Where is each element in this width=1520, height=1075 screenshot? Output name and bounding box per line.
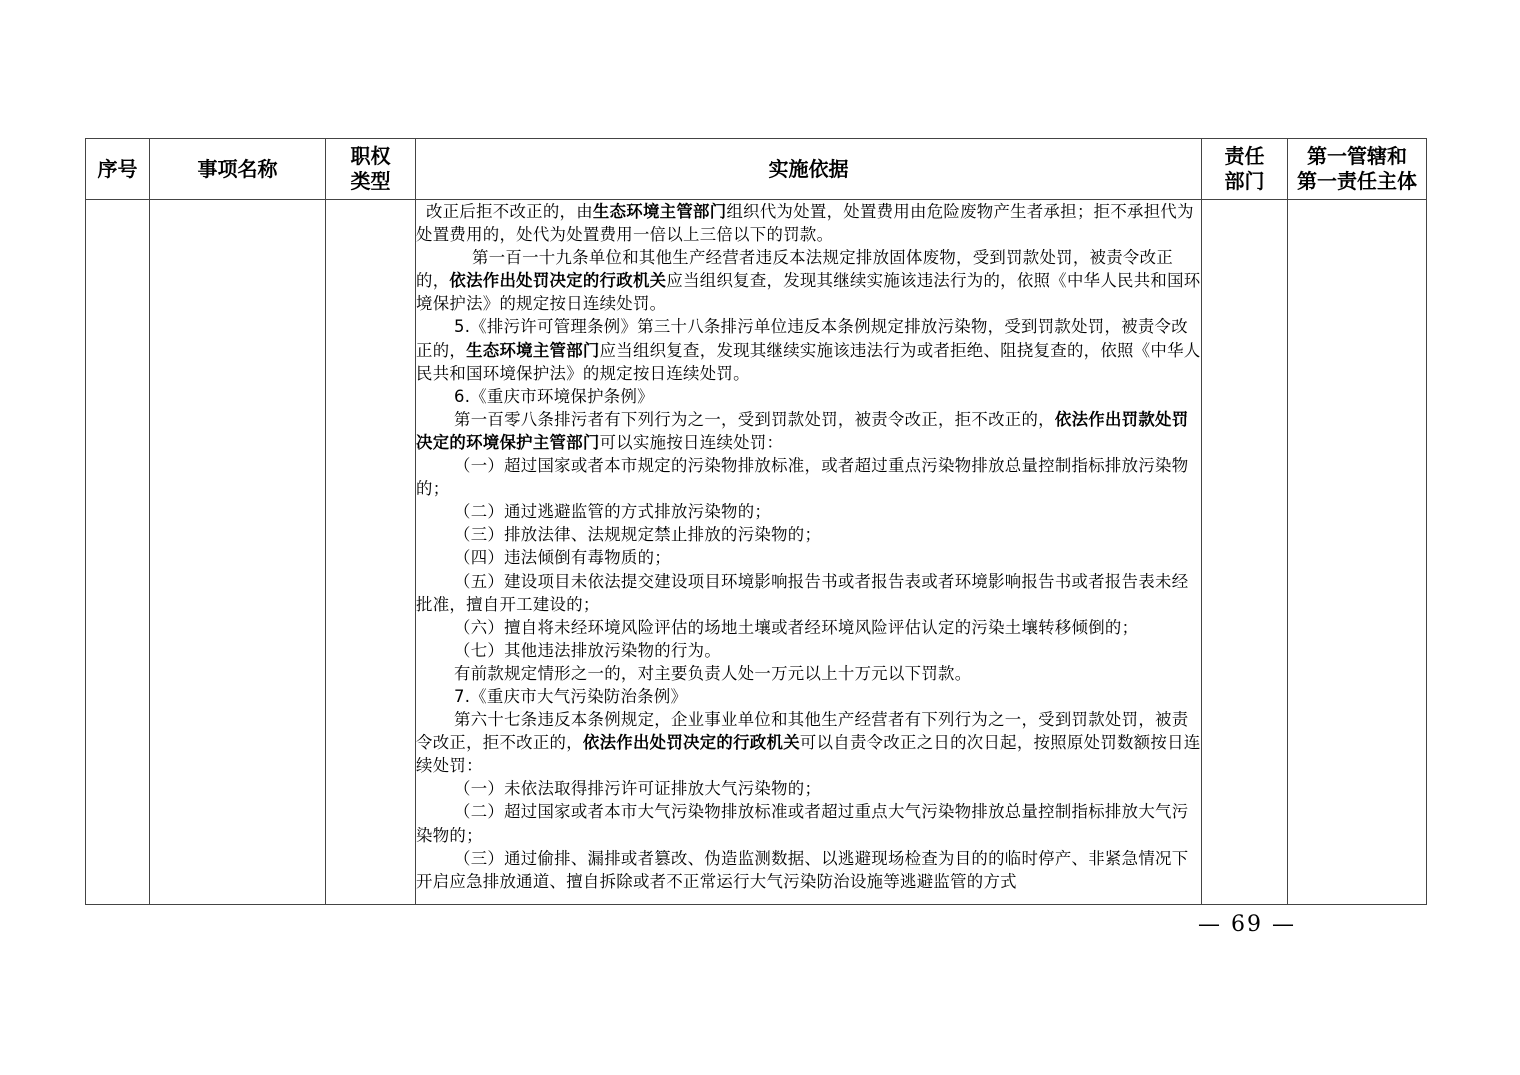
paragraph-text: （七）其他违法排放污染物的行为。 xyxy=(454,640,722,660)
paragraph-text: 改正后拒不改正的，由 xyxy=(426,202,593,221)
paragraph-text: 7.《重庆市大气污染防治条例》 xyxy=(454,686,688,706)
basis-paragraph xyxy=(416,639,1201,662)
header-serial-number: 序号 xyxy=(86,139,150,200)
paragraph-text: 5.《排污许可管理条例》第三十八条排污单位违反本条例规定排放污染物，受到罚款处罚，被责令改正的， xyxy=(416,317,1188,360)
paragraph-text: 应当组织复查，发现其继续实施该违法行为或者拒绝、阻挠复查的，依照《中华人民共和国环境保护法》的规定按日连续处罚。 xyxy=(416,340,1201,383)
table-header-row xyxy=(86,139,1427,200)
basis-paragraph xyxy=(416,616,1201,639)
basis-paragraph xyxy=(416,200,1201,246)
bold-authority-text: 依法作出处罚决定的行政机关 xyxy=(582,733,800,753)
basis-paragraph xyxy=(416,847,1201,893)
bold-authority-text: 依法作出罚款处罚决定的环境保护主管部门 xyxy=(416,409,1189,452)
basis-paragraph xyxy=(416,315,1201,384)
paragraph-text: （六）擅自将未经环境风险评估的场地土壤或者经环境风险评估认定的污染土壤转移倾倒的； xyxy=(454,617,1139,637)
basis-paragraph xyxy=(416,408,1201,454)
basis-paragraph xyxy=(416,708,1201,777)
paragraph-text: 组织代为处置，处置费用由危险废物产生者承担；拒不承担代为处置费用的，处代为处置费用一倍以上三倍以下的罚款。 xyxy=(416,202,1194,245)
paragraph-text: 6.《重庆市环境保护条例》 xyxy=(454,386,654,406)
page-number: — 69 — xyxy=(1198,912,1296,937)
header-responsible-dept-line2: 部门 xyxy=(1224,169,1265,193)
paragraph-text: （三）排放法律、法规规定禁止排放的污染物的； xyxy=(454,525,822,545)
paragraph-text: 应当组织复查，发现其继续实施该违法行为的，依照《中华人民共和国环境保护法》的规定按日连续处罚。 xyxy=(416,271,1201,314)
basis-paragraph xyxy=(416,685,1201,708)
basis-paragraph xyxy=(416,800,1201,846)
basis-paragraph xyxy=(416,570,1201,616)
basis-paragraph xyxy=(416,246,1201,315)
basis-paragraph xyxy=(416,777,1201,800)
bold-authority-text: 生态环境主管部门 xyxy=(466,340,600,360)
regulation-table xyxy=(85,138,1427,905)
header-first-jurisdiction-line1: 第一管辖和 xyxy=(1307,144,1407,168)
cell-implementation-basis xyxy=(416,200,1202,905)
table-row xyxy=(86,200,1427,905)
header-authority-type-line1: 职权 xyxy=(350,144,391,168)
basis-paragraph xyxy=(416,385,1201,408)
header-first-jurisdiction-line2: 第一责任主体 xyxy=(1297,169,1417,193)
paragraph-text: 可以自责令改正之日的次日起，按照原处罚数额按日连续处罚： xyxy=(416,733,1201,776)
paragraph-text: （二）通过逃避监管的方式排放污染物的； xyxy=(454,502,772,522)
header-first-jurisdiction xyxy=(1288,139,1427,200)
paragraph-text: （一）未依法取得排污许可证排放大气污染物的； xyxy=(454,779,822,799)
paragraph-text: （二）超过国家或者本市大气污染物排放标准或者超过重点大气污染物排放总量控制指标排放大气污染物的； xyxy=(416,802,1189,845)
header-responsible-dept-line1: 责任 xyxy=(1224,144,1265,168)
paragraph-text: （五）建设项目未依法提交建设项目环境影响报告书或者报告表或者环境影响报告书或者报告表未经批准，擅自开工建设的； xyxy=(416,571,1189,614)
basis-paragraph xyxy=(416,662,1201,685)
header-responsible-dept xyxy=(1202,139,1288,200)
paragraph-text: （四）违法倾倒有毒物质的； xyxy=(454,548,671,568)
basis-paragraph xyxy=(416,546,1201,569)
header-implementation-basis: 实施依据 xyxy=(416,139,1202,200)
paragraph-text: （三）通过偷排、漏排或者篡改、伪造监测数据、以逃避现场检查为目的的临时停产、非紧急情况下开启应急排放通道、擅自拆除或者不正常运行大气污染防治设施等逃避监管的方式 xyxy=(416,848,1189,891)
paragraph-text: 有前款规定情形之一的，对主要负责人处一万元以上十万元以下罚款。 xyxy=(454,663,972,683)
bold-authority-text: 生态环境主管部门 xyxy=(592,202,727,221)
header-item-name: 事项名称 xyxy=(150,139,326,200)
basis-paragraph xyxy=(416,500,1201,523)
cell-serial-number xyxy=(86,200,150,905)
basis-paragraph xyxy=(416,523,1201,546)
paragraph-text: （一）超过国家或者本市规定的污染物排放标准，或者超过重点污染物排放总量控制指标排放污染物的； xyxy=(416,456,1189,499)
cell-authority-type xyxy=(326,200,416,905)
header-authority-type-line2: 类型 xyxy=(350,169,391,193)
paragraph-text: 第一百一十九条单位和其他生产经营者违反本法规定排放固体废物，受到罚款处罚，被责令改正的， xyxy=(416,248,1174,291)
cell-first-jurisdiction xyxy=(1288,200,1427,905)
paragraph-text: 第一百零八条排污者有下列行为之一，受到罚款处罚，被责令改正，拒不改正的， xyxy=(454,409,1055,429)
basis-paragraph xyxy=(416,454,1201,500)
paragraph-text: 第六十七条违反本条例规定，企业事业单位和其他生产经营者有下列行为之一，受到罚款处罚，被责令改正，拒不改正的， xyxy=(416,710,1189,753)
cell-item-name xyxy=(150,200,326,905)
cell-responsible-dept xyxy=(1202,200,1288,905)
header-authority-type xyxy=(326,139,416,200)
bold-authority-text: 依法作出处罚决定的行政机关 xyxy=(449,271,667,291)
paragraph-text: 可以实施按日连续处罚： xyxy=(599,432,784,452)
